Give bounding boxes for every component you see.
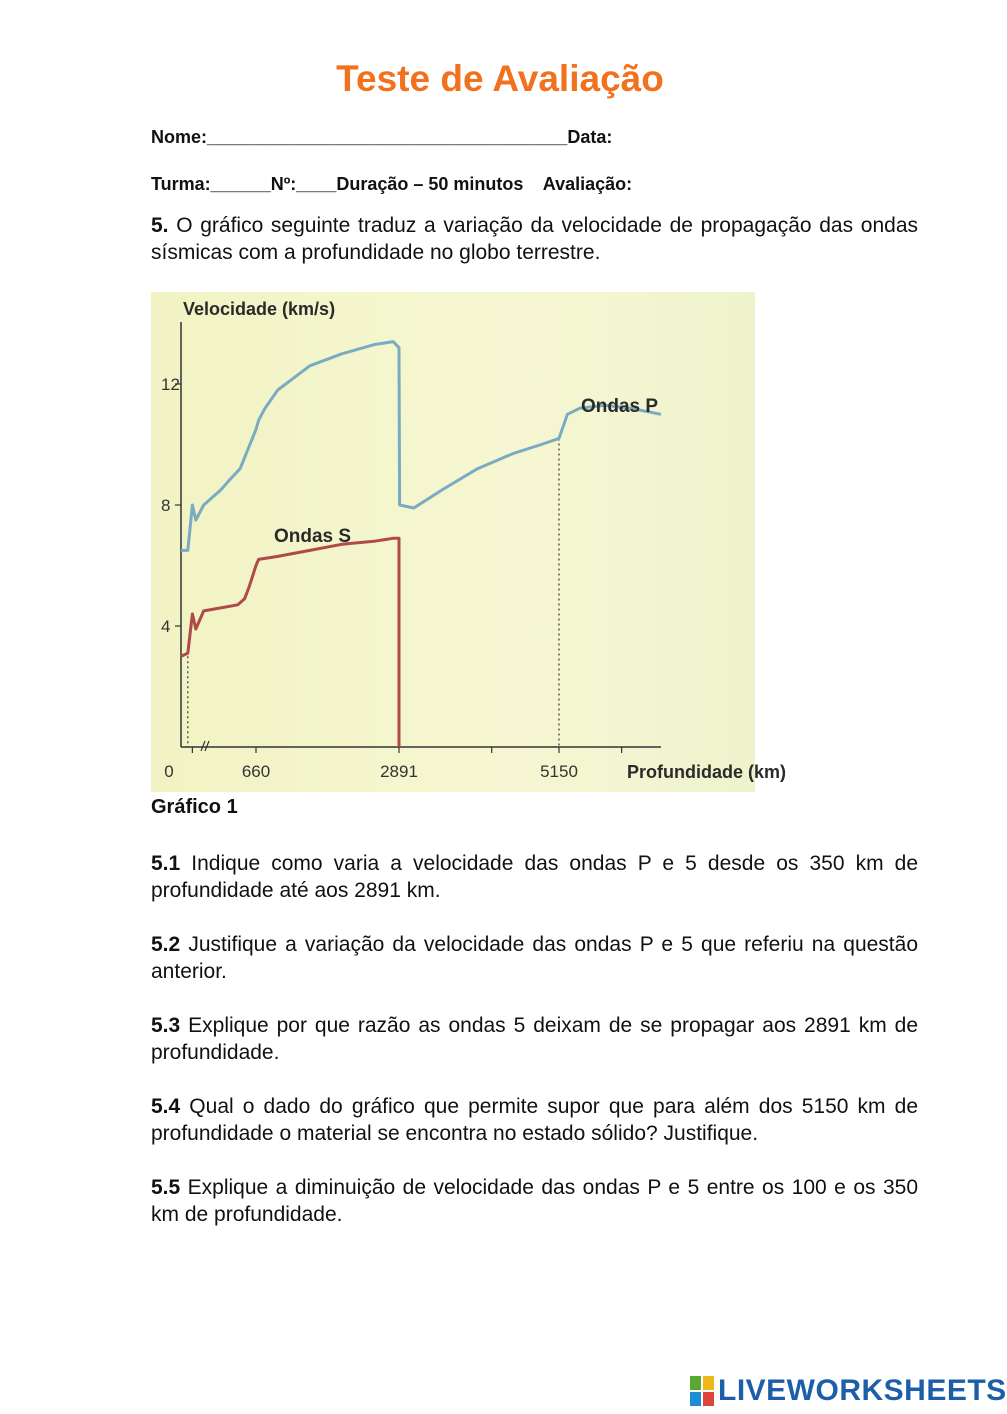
liveworksheets-logo[interactable] — [690, 1374, 1007, 1408]
logo-square-icon — [690, 1392, 701, 1406]
question-5-4 — [151, 1093, 918, 1147]
question-number: 5.2 — [151, 933, 181, 956]
logo-square-icon — [703, 1392, 714, 1406]
intro-text: O gráfico seguinte traduz a variação da velocidade de propagação das ondas sísmicas com a profundidade no globo terrestre. — [151, 214, 918, 264]
question-5-5 — [151, 1174, 918, 1228]
series-line-ondas-s — [181, 538, 399, 747]
chart-caption: Gráfico 1 — [151, 796, 238, 818]
logo-square-icon — [690, 1376, 701, 1390]
series-line-ondas-p — [181, 342, 661, 551]
logo-square-icon — [703, 1376, 714, 1390]
axis-break-mark — [205, 741, 209, 751]
question-text: Qual o dado do gráfico que permite supor que para além dos 5150 km de profundidade o material se encontra no estado sólido? Justifique. — [151, 1095, 918, 1145]
x-tick-label: 2891 — [380, 762, 418, 781]
logo-icon — [690, 1376, 714, 1406]
seismic-chart — [151, 292, 787, 792]
page-title: Teste de Avaliação — [336, 58, 664, 99]
intro-number: 5. — [151, 214, 169, 237]
question-number: 5.4 — [151, 1095, 181, 1118]
y-tick-label: 8 — [161, 496, 171, 515]
class-info-line: Turma:______Nº:____Duração – 50 minutos Avaliação: — [151, 174, 633, 194]
series-label-ondas-s: Ondas S — [274, 526, 352, 547]
series-label-ondas-p: Ondas P — [581, 396, 659, 417]
logo-text: LIVEWORKSHEETS — [718, 1374, 1007, 1407]
x-tick-label: 5150 — [540, 762, 578, 781]
name-date-line: Nome:____________________________________Data: — [151, 127, 613, 147]
question-5-2 — [151, 931, 918, 985]
chart-axes — [181, 322, 661, 747]
x-axis-label: Profundidade (km) — [627, 762, 787, 782]
y-tick-label: 12 — [161, 375, 180, 394]
question-number: 5.3 — [151, 1014, 181, 1037]
question-text: Explique por que razão as ondas 5 deixam de se propagar aos 2891 km de profundidade. — [151, 1014, 918, 1064]
question-text: Explique a diminuição de velocidade das ondas P e 5 entre os 100 e os 350 km de profundidade. — [151, 1176, 918, 1226]
question-5-3 — [151, 1012, 918, 1066]
question-text: Justifique a variação da velocidade das ondas P e 5 que referiu na questão anterior. — [151, 933, 918, 983]
chart-ticks — [161, 375, 622, 781]
x-tick-label: 0 — [164, 762, 174, 781]
question-text: Indique como varia a velocidade das ondas P e 5 desde os 350 km de profundidade até aos 2891 km. — [151, 852, 918, 902]
question-5-1 — [151, 850, 918, 904]
question-number: 5.5 — [151, 1176, 181, 1199]
x-tick-label: 660 — [241, 762, 271, 781]
y-axis-label: Velocidade (km/s) — [183, 299, 336, 319]
intro-paragraph — [151, 212, 918, 266]
y-tick-label: 4 — [161, 617, 171, 636]
axis-break-mark — [201, 741, 205, 751]
question-number: 5.1 — [151, 852, 181, 875]
chart-svg — [151, 292, 787, 792]
